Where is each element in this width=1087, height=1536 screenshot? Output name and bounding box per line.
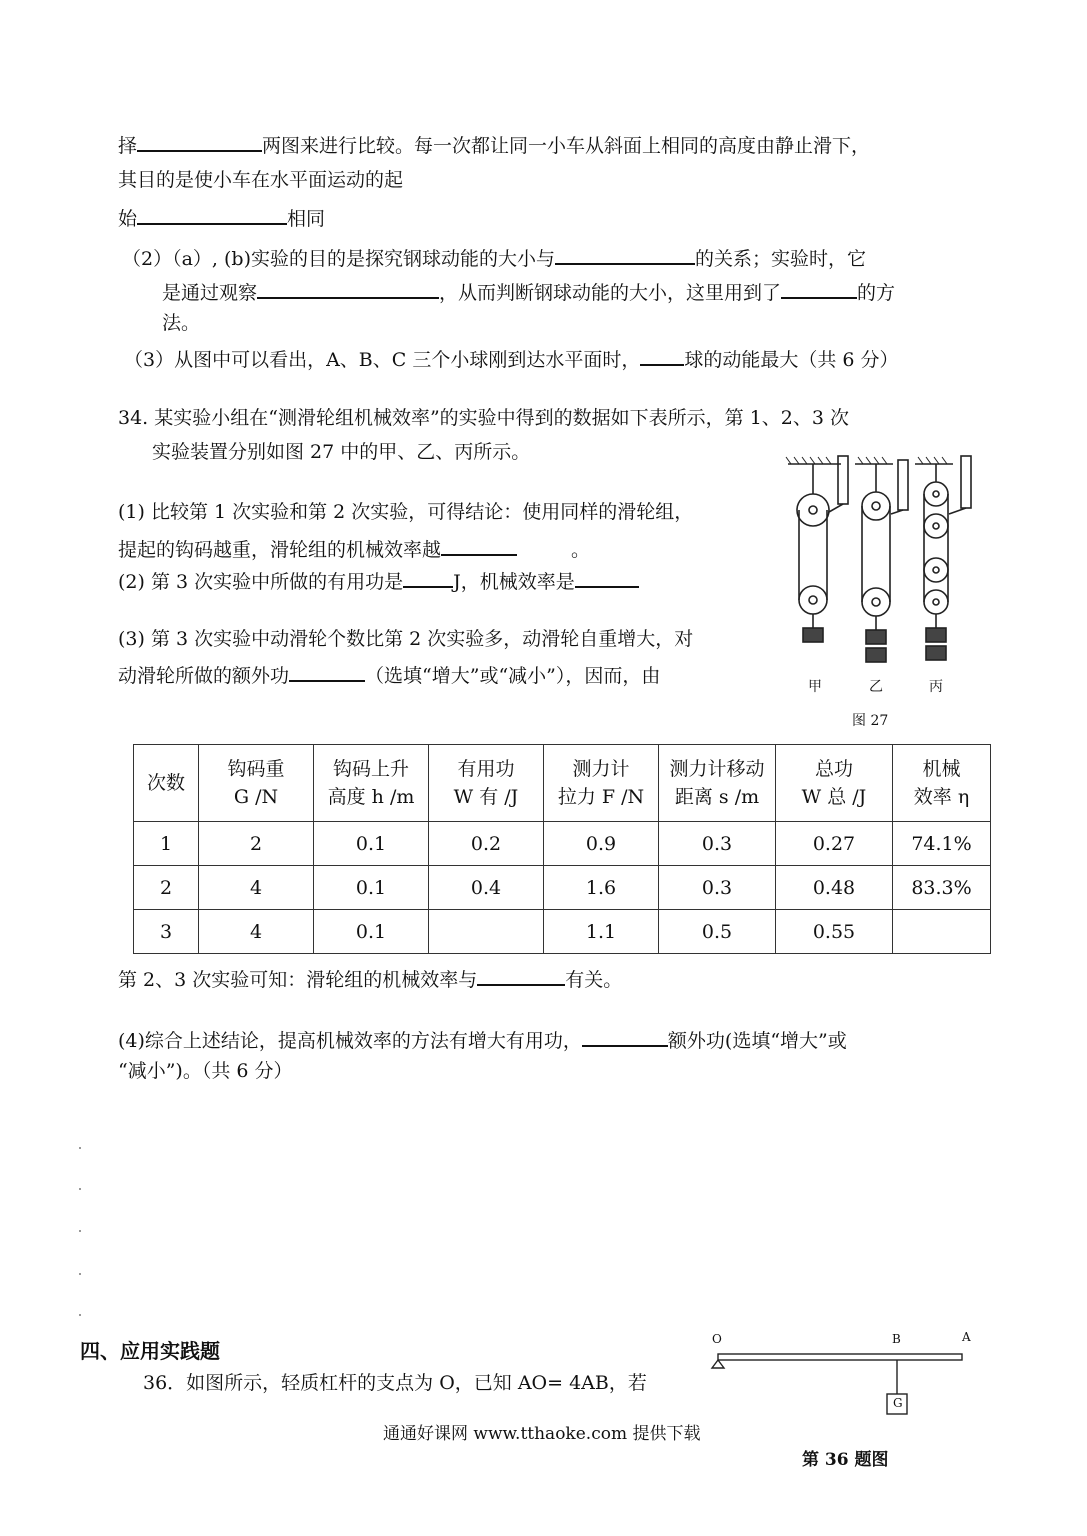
q34-intro-line1: 34. 某实验小组在“测滑轮组机械效率”的实验中得到的数据如下表所示，第 1、2、3 次: [118, 407, 850, 429]
lever-point-o: O: [712, 1332, 722, 1346]
figure-label-yi: 乙: [869, 679, 883, 695]
table-row: [134, 866, 991, 910]
q33-line1-pre: 择: [118, 135, 138, 157]
q34-part1-line2: [118, 534, 590, 563]
q33-part3-text-a: （3）从图中可以看出，A、B、C 三个小球刚到达水平面时，: [124, 349, 641, 371]
margin-dot: [79, 1273, 81, 1275]
table-cell: 0.48: [776, 866, 893, 910]
margin-dot: [79, 1230, 81, 1232]
q33-line3-pre: 始: [118, 208, 138, 230]
q34-part4-line2: “减小”)。（共 6 分）: [118, 1060, 293, 1082]
q33-part2-text-a: （2）（a）, (b)实验的目的是探究钢球动能的大小与: [122, 248, 555, 270]
table-cell: 0.27: [776, 822, 893, 866]
q33-part2-line1: [122, 243, 866, 272]
experiment-table: [133, 744, 991, 954]
answer-blank[interactable]: [555, 243, 695, 265]
lever-weight-g: G: [893, 1396, 903, 1410]
margin-dot: [79, 1314, 81, 1316]
table-cell: 0.5: [659, 910, 776, 954]
q34-part3-text-d: 第 2、3 次实验可知：滑轮组的机械效率与: [118, 969, 478, 991]
answer-blank[interactable]: [640, 344, 684, 366]
answer-blank[interactable]: [137, 203, 287, 225]
table-cell: 0.3: [659, 822, 776, 866]
answer-blank[interactable]: [582, 1025, 668, 1047]
q33-part2-text-b: 的关系；实验时，它: [694, 248, 866, 270]
table-cell: 0.1: [314, 866, 429, 910]
q33-line1-post: 两图来进行比较。每一次都让同一小车从斜面上相同的高度由静止滑下，: [262, 135, 871, 157]
q33-part2-line2: [162, 277, 895, 306]
q34-part4-line1: [118, 1025, 847, 1054]
table-cell: 74.1%: [893, 822, 991, 866]
figure36-caption: 第 36 题图: [802, 1450, 889, 1470]
table-cell: 1.1: [544, 910, 659, 954]
table-cell: 4: [199, 910, 314, 954]
q34-part3-line3: [118, 964, 622, 993]
footer-text: 通通好课网 www.tthaoke.com 提供下载: [383, 1424, 701, 1444]
lever-point-a: A: [962, 1330, 971, 1344]
table-cell-empty[interactable]: [429, 910, 544, 954]
answer-blank[interactable]: [403, 566, 453, 588]
q34-part1-text-b: 提起的钩码越重，滑轮组的机械效率越: [118, 539, 442, 561]
q34-part3-text-b: 动滑轮所做的额外功: [118, 665, 290, 687]
answer-blank[interactable]: [289, 660, 365, 682]
header-force: 测力计 拉力 F /N: [544, 745, 659, 822]
header-distance: 测力计移动 距离 s /m: [659, 745, 776, 822]
q33-line1: [118, 130, 870, 159]
figure-label-jia: 甲: [808, 679, 822, 695]
q34-part3-line1: (3) 第 3 次实验中动滑轮个数比第 2 次实验多，动滑轮自重增大，对: [118, 628, 694, 650]
table-cell: 0.1: [314, 910, 429, 954]
q33-line3: [118, 203, 325, 232]
figure27-caption: 图 27: [852, 713, 889, 729]
table-cell: 1.6: [544, 866, 659, 910]
q34-part3-text-e: 有关。: [565, 969, 623, 991]
table-cell: 0.3: [659, 866, 776, 910]
q33-part2-line3: 法。: [162, 312, 201, 334]
table-row: [134, 822, 991, 866]
margin-dot: [79, 1188, 81, 1190]
figure-label-bing: 丙: [929, 679, 943, 695]
table-cell: 0.55: [776, 910, 893, 954]
answer-blank[interactable]: [781, 277, 857, 299]
answer-blank[interactable]: [137, 130, 262, 152]
table-row: [134, 910, 991, 954]
q34-part1-text-c: 。: [571, 539, 591, 561]
q33-line2: 其目的是使小车在水平面运动的起: [118, 169, 404, 191]
q33-part2-text-e: 的方: [857, 282, 896, 304]
table-cell-empty[interactable]: [893, 910, 991, 954]
table-cell: 4: [199, 866, 314, 910]
header-useful-work: 有用功 W 有 /J: [429, 745, 544, 822]
table-cell: 0.2: [429, 822, 544, 866]
lever-point-b: B: [892, 1332, 901, 1346]
q34-part1-line1: (1) 比较第 1 次实验和第 2 次实验，可得结论：使用同样的滑轮组，: [118, 501, 694, 523]
q34-part2: [118, 566, 639, 595]
q36-text: 36．如图所示，轻质杠杆的支点为 O，已知 AO= 4AB，若: [143, 1372, 647, 1394]
q34-part3-line2: [118, 660, 660, 689]
table-cell: 1: [134, 822, 199, 866]
answer-blank[interactable]: [257, 277, 439, 299]
table-cell: 3: [134, 910, 199, 954]
header-efficiency: 机械 效率 η: [893, 745, 991, 822]
section-heading: 四、应用实践题: [80, 1339, 220, 1363]
q33-part2-text-c: 是通过观察: [162, 282, 258, 304]
table-cell: 2: [199, 822, 314, 866]
q33-part3: [124, 344, 899, 373]
lever-figure: [700, 1340, 980, 1420]
q34-part2-text-b: J，机械效率是: [453, 571, 575, 593]
margin-dot: [79, 1147, 81, 1149]
q34-intro-line2: 实验装置分别如图 27 中的甲、乙、丙所示。: [152, 441, 531, 463]
table-cell: 0.9: [544, 822, 659, 866]
q34-part2-text-a: (2) 第 3 次实验中所做的有用功是: [118, 571, 404, 593]
q33-line3-post: 相同: [287, 208, 326, 230]
answer-blank[interactable]: [441, 534, 517, 556]
q34-part4-text-b: 额外功(选填“增大”或: [667, 1030, 847, 1052]
q34-part4-text-a: (4)综合上述结论，提高机械效率的方法有增大有用功，: [118, 1030, 582, 1052]
header-count: 次数: [134, 745, 199, 822]
table-cell: 0.1: [314, 822, 429, 866]
table-header-row: [134, 745, 991, 822]
header-height: 钩码上升 高度 h /m: [314, 745, 429, 822]
table-cell: 83.3%: [893, 866, 991, 910]
q34-part3-text-c: （选填“增大”或“减小”），因而，由: [365, 665, 661, 687]
table-cell: 0.4: [429, 866, 544, 910]
header-weight: 钩码重 G /N: [199, 745, 314, 822]
answer-blank[interactable]: [477, 964, 565, 986]
answer-blank[interactable]: [575, 566, 639, 588]
q33-part2-text-d: ，从而判断钢球动能的大小，这里用到了: [439, 282, 782, 304]
q33-part3-text-b: 球的动能最大（共 6 分）: [684, 349, 899, 371]
table-cell: 2: [134, 866, 199, 910]
header-total-work: 总功 W 总 /J: [776, 745, 893, 822]
